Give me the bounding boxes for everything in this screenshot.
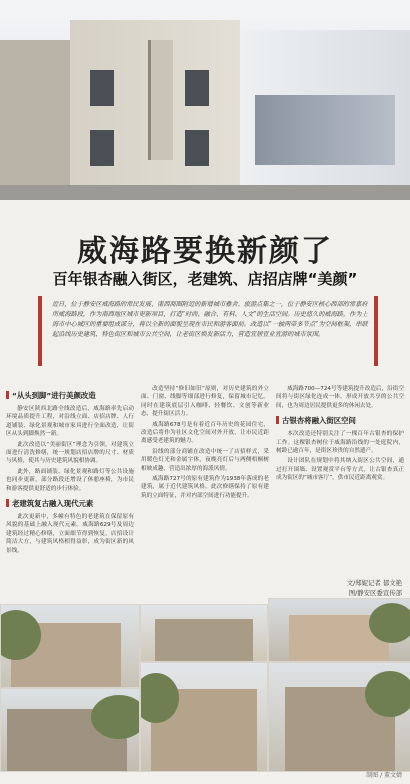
street-photo-3	[268, 598, 410, 662]
photo-credit	[290, 578, 402, 598]
section-heading-text: “从头到脚”进行美颜改造	[12, 391, 96, 400]
credit-photographer: 图/静安区委宣传部	[348, 589, 402, 597]
photo-tree	[365, 671, 410, 717]
street-photo-2	[140, 604, 268, 662]
hero-window	[90, 130, 114, 166]
paragraph: 威海路700—724号等建筑提升改造后，沿街空间将与街区绿化连成一体，形成开放共享的公共空间，也为周边居民提供更多的休闲去处。	[276, 386, 404, 409]
section-heading-text: 老建筑复古融入现代元素	[12, 499, 94, 509]
paragraph: 本次改造还特别关注了一棵百年古银杏的保护工作。这棵银杏树位于威海路沿线的一处庭院内，树龄已逾百年，是街区珍贵的自然遗产。	[276, 431, 404, 455]
paragraph: 威海路678号是有着近百年历史的花园住宅，改造后将作为社区文化空间对外开放，让市民近距离感受老建筑的魅力。	[141, 421, 269, 445]
paragraph: 设计团队在规划中将其纳入街区公共空间，通过打开围墙、设置观赏平台等方式，让古银杏真正成为街区的“城市客厅”，供市民近距离观赏。	[276, 458, 404, 482]
section-marker	[6, 499, 9, 507]
paragraph: 改造坚持“修旧如旧”原则，对历史建筑的外立面、门窗、线脚等细部进行修复，保留城市记忆。同时在建筑底层引入咖啡、轻餐饮、文创等新业态，提升街区活力。	[141, 386, 269, 418]
hero-window	[185, 70, 209, 106]
paragraph: 沿线的部分商铺在改造中统一了店招样式，采用暖色灯光和金属字体，夜晚亮灯后与两侧梧桐树相映成趣，营造出浓厚的海派风情。	[141, 448, 269, 472]
photo-tree	[91, 695, 140, 739]
footer-credit: 制图 / 董文婧	[366, 772, 402, 779]
subheadline: 百年银杏融入街区，老建筑、店招店牌“美颜”	[52, 270, 358, 288]
street-photo-6	[268, 662, 410, 772]
section-marker	[276, 416, 279, 424]
article-column-1	[6, 385, 134, 557]
hero-photo	[0, 0, 410, 200]
section-heading	[6, 391, 134, 401]
street-photo-4	[0, 688, 140, 772]
hero-window	[90, 70, 114, 106]
hero-building-left	[0, 40, 70, 200]
lead-bracket-right	[374, 296, 378, 366]
photo-building	[155, 619, 253, 661]
section-marker	[6, 391, 9, 399]
paragraph: 此外，路面铺装、绿化景观和路灯等公共设施也同步更新，部分路段还增设了休憩座椅，为市民和游客提供更舒适的步行体验。	[6, 468, 134, 492]
paragraph: 此次改造以“美丽街区”理念为引领，对建筑立面进行清洗修缮，统一规划店招店牌的尺寸、材质与风格，使其与历史建筑风貌相协调。	[6, 441, 134, 465]
hero-window	[185, 130, 209, 166]
lead-box	[38, 296, 378, 366]
hero-glass-facade	[255, 95, 395, 165]
section-heading	[6, 499, 134, 509]
street-photo-5	[140, 662, 268, 772]
paragraph: 此次更新中，多幢有特色的老建筑在保留原有风貌的基础上融入现代元素。威海路629号及周边建筑经过精心修缮，立面细节得到恢复，店招设计简洁大方，与建筑风格相得益彰，成为街区新的风景线。	[6, 514, 134, 554]
street-photo-1	[0, 604, 140, 688]
credit-author: 文/郑妮记者 郁文艳	[346, 579, 402, 587]
article-column-3	[276, 385, 404, 485]
hero-vertical-sign	[148, 40, 173, 160]
article-column-2	[141, 385, 269, 502]
photo-tree	[369, 603, 410, 643]
section-heading-text: 古银杏将融入街区空间	[282, 416, 356, 426]
hero-ground	[0, 185, 410, 200]
lead-bracket-left	[38, 296, 42, 366]
paragraph: 威海路727号的原有建筑作为1938年落成的老建筑，属于近代建筑风格。此次修缮保持了原有建筑的立面特征，并对内部空间进行功能提升。	[141, 476, 269, 499]
lead-paragraph: 近日，位于静安区威海路的常民发展、南西商圈附近的新增城市雅舍、旅游点集之一，位于静安区核心西部的常嘉府所威海路段，作为南西地区城市更新项目，打造“时尚、融合、有料、人文”的生活空间。历史悠久的威海路，作为上海市中心城区的重要组成部分，将以全新的面貌呈现在市民和游客面前。改造以“一轴两带多节点”为空间框架，串联起沿线历史建筑、特色街区和城市公共空间，让老街区焕发新活力，营造宜居宜业宜游的城市氛围。	[52, 301, 368, 338]
headline: 威海路要换新颜了	[77, 234, 333, 269]
section-heading	[276, 416, 404, 426]
paragraph: 静安区陕西北路全线改造后，威海路率先启动环境品质提升工程，对沿线立面、店招店牌、人行道铺装、绿化景观和城市家具进行全面改造，让街区从头到脚焕然一新。	[6, 406, 134, 438]
